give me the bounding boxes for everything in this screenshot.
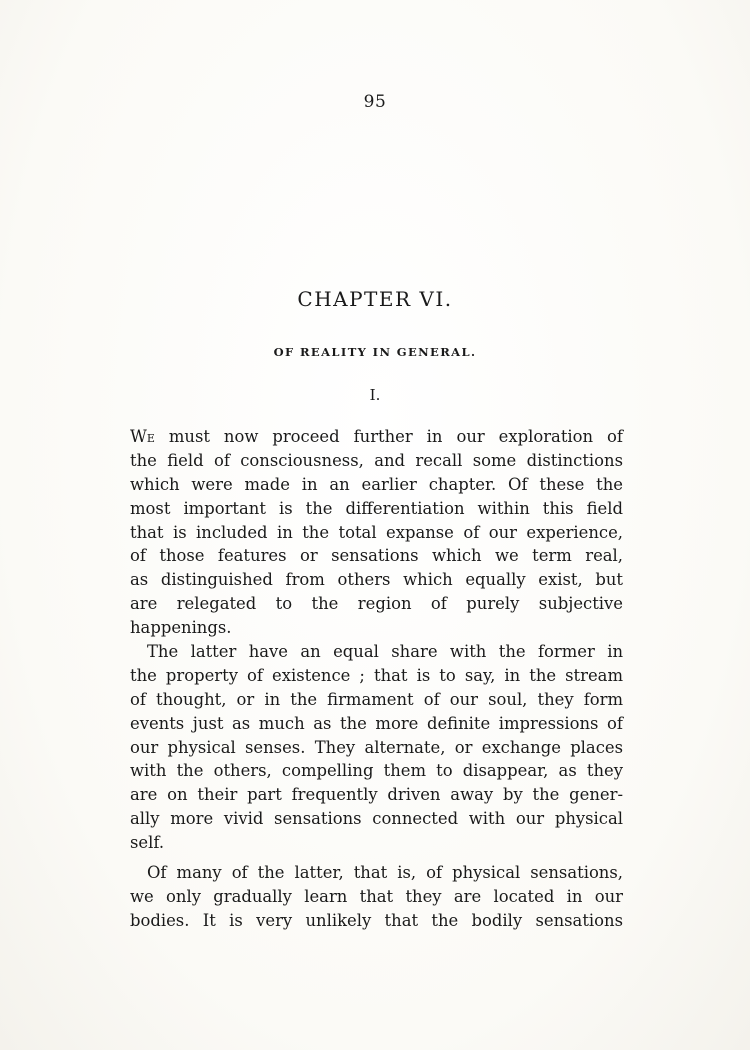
paragraph-2 <box>130 640 623 855</box>
text-line: which were made in an earlier chapter. Of these the <box>130 474 623 494</box>
text-line: that is included in the total expanse of our experience, <box>130 522 623 542</box>
text-line: as distinguished from others which equally exist, but <box>130 570 623 590</box>
text-line: are on their part frequently driven away by the gener- <box>130 785 623 805</box>
section-numeral: I. <box>369 386 381 404</box>
drop-word: We <box>130 427 155 446</box>
text-line: ally more vivid sensations connected with our physical <box>130 809 623 829</box>
text-line: the property of existence ; that is to say, in the stream <box>130 665 623 685</box>
text-line: The latter have an equal share with the former in <box>147 642 623 662</box>
chapter-title: CHAPTER VI. <box>297 287 453 311</box>
text-line: events just as much as the more definite impressions of <box>130 713 623 733</box>
chapter-subtitle: OF REALITY IN GENERAL. <box>273 345 477 359</box>
text-line: are relegated to the region of purely subjective <box>130 594 623 614</box>
text-line: Of many of the latter, that is, of physical sensations, <box>147 863 623 883</box>
text-line: of thought, or in the firmament of our soul, they form <box>130 689 623 709</box>
text-line: most important is the differentiation within this field <box>130 498 623 518</box>
text-line: the field of consciousness, and recall some distinctions <box>130 450 623 470</box>
text-line: bodies. It is very unlikely that the bodily sensations <box>130 910 623 930</box>
body-text <box>130 425 623 933</box>
text-line: with the others, compelling them to disappear, as they <box>130 761 623 781</box>
text-line: of those features or sensations which we term real, <box>130 546 623 566</box>
text-line: We must now proceed further in our exploration of <box>130 427 623 446</box>
paragraph-3 <box>130 861 623 933</box>
text-line: our physical senses. They alternate, or exchange places <box>130 737 623 757</box>
text-line: self. <box>130 833 165 853</box>
text-line: we only gradually learn that they are located in our <box>130 886 623 906</box>
paragraph-1 <box>130 425 623 640</box>
text-line: happenings. <box>130 618 232 638</box>
page-number: 95 <box>363 92 387 112</box>
